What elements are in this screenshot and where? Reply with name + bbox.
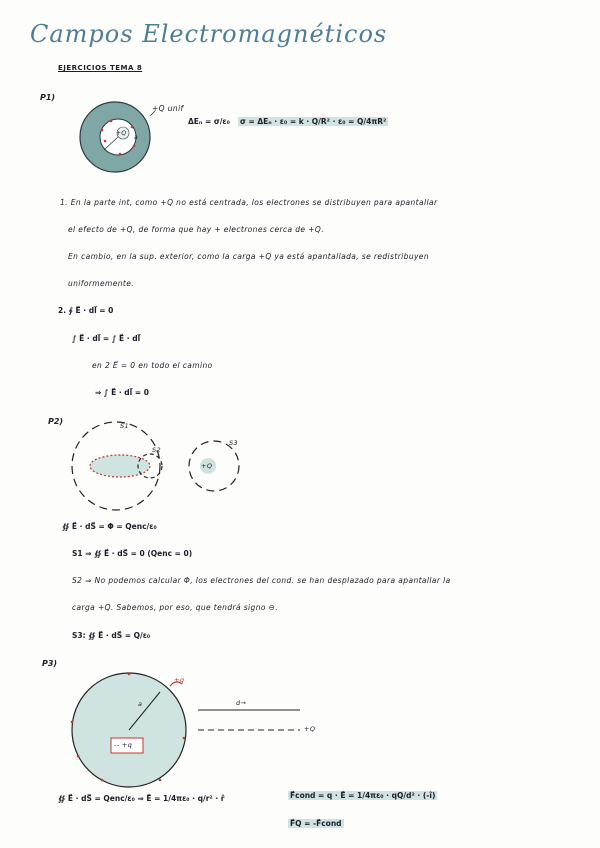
p3-reaction-force: F⃗Q = -F⃗cond xyxy=(290,819,342,828)
p3-plus-q-small: +q xyxy=(174,676,185,684)
s3-label: S3 xyxy=(229,439,239,447)
p3-inner-box-label: -- +q xyxy=(114,741,133,749)
p3-force-equation: F⃗cond = q · E⃗ = 1/4πε₀ · qQ/d² · (-î) xyxy=(290,791,436,800)
p1-equation-1: ΔEₙ = σ/ε₀ xyxy=(188,117,230,126)
p2-s2-line-2: carga +Q. Sabemos, por eso, que tendrá signo ⊖. xyxy=(72,603,279,612)
p1-text-4: uniformemente. xyxy=(68,279,135,288)
p3-distance-label: d→ xyxy=(236,699,247,707)
p1-equation-2: σ = ΔEₙ · ε₀ = k · Q/R² · ε₀ = Q/4πR² xyxy=(240,117,387,126)
p2-charge-label: +Q xyxy=(201,462,213,470)
p3-sphere-diagram xyxy=(71,673,300,787)
p1-item2-eq3: ⇒ ∫ E⃗ · dl⃗ = 0 xyxy=(95,388,149,397)
problem-1-label: P1) xyxy=(40,93,56,102)
s2-label: S2 xyxy=(152,446,162,454)
p2-s1-line: S1 ⇒ ∯ E⃗ · dS⃗ = 0 (Qenc = 0) xyxy=(72,549,193,558)
p2-s2-line-1: S2 ⇒ No podemos calcular Φ, los electrones del cond. se han desplazado para apantallar la xyxy=(72,576,451,585)
p1-plus-q-uniform: +Q unif xyxy=(152,104,184,113)
p1-item2-eq1: 2. ∮ E⃗ · dl⃗ = 0 xyxy=(58,306,114,315)
exercise-heading: EJERCICIOS TEMA 8 xyxy=(58,64,143,72)
problem-2-label: P2) xyxy=(48,417,64,426)
s1-label: S1 xyxy=(120,422,130,430)
page-title: Campos Electromagnéticos xyxy=(30,20,388,48)
p2-gauss-diagram xyxy=(72,422,239,510)
p2-gauss-law: ∯ E⃗ · dS⃗ = Φ = Qenc/ε₀ xyxy=(62,522,157,531)
p1-item2-eq2: ∫ E⃗ · dl⃗ = ∫ E⃗ · dl⃗ xyxy=(72,334,141,343)
problem-3-label: P3) xyxy=(42,659,58,668)
p3-gauss-equation: ∯ E⃗ · dS⃗ = Qenc/ε₀ ⇒ E⃗ = 1/4πε₀ · q/r² · r̂ xyxy=(58,794,225,803)
p1-conductor-diagram xyxy=(80,102,155,172)
p1-inner-charge-label: +Q xyxy=(116,130,127,137)
p3-radius-label: a xyxy=(138,700,143,708)
p1-radius-label: a xyxy=(134,134,139,141)
p1-text-3: En cambio, en la sup. exterior, como la carga +Q ya está apantallada, se redistribuyen xyxy=(68,252,429,261)
p1-text-2: el efecto de +Q, de forma que hay + electrones cerca de +Q. xyxy=(68,225,324,234)
p1-text-1: 1. En la parte int, como +Q no está centrada, los electrones se distribuyen para apantallar xyxy=(60,198,438,207)
p3-far-charge: +Q xyxy=(304,725,316,733)
p1-item2-text: en 2 E⃗ = 0 en todo el camino xyxy=(92,361,213,370)
p2-s3-line: S3: ∯ E⃗ · dS⃗ = Q/ε₀ xyxy=(72,631,151,640)
